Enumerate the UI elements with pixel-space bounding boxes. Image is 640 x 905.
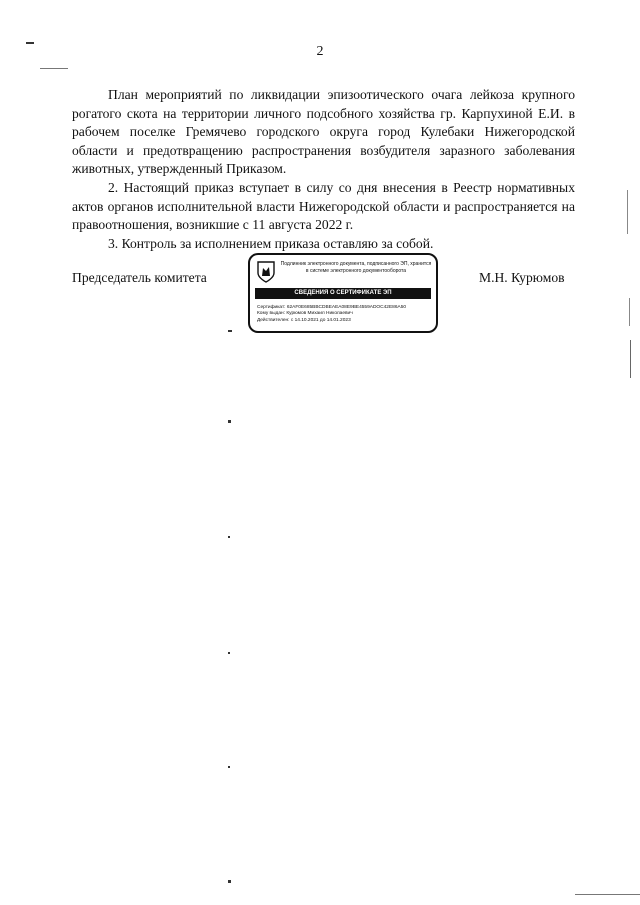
scan-bottom-line xyxy=(575,894,640,895)
page-number: 2 xyxy=(316,44,324,59)
scan-edge-line xyxy=(629,298,630,326)
stamp-owner: Кому выдан: Курюмов Михаил Николаевич xyxy=(257,311,353,317)
scan-mark xyxy=(228,766,230,768)
stamp-note: Подлинник электронного документа, подписанного ЭП, хранится в системе электронного документооборота xyxy=(280,261,432,274)
coat-of-arms-icon xyxy=(257,261,275,283)
scan-mark xyxy=(228,536,230,538)
scan-mark xyxy=(228,880,231,883)
paragraph-effective-date: 2. Настоящий приказ вступает в силу со дня внесения в Реестр нормативных актов органов исполнительной власти Нижегородской области и распространяется на правоотношения, возникшие с 11 августа 2022 г. xyxy=(72,179,575,233)
scan-mark xyxy=(228,330,232,332)
stamp-heading: СВЕДЕНИЯ О СЕРТИФИКАТЕ ЭП xyxy=(255,288,431,299)
body-text xyxy=(72,86,575,253)
stamp-certificate: Сертификат: 62AF0E685BBCDBEAEA08E9BE4559ADOC42E86A50 xyxy=(257,305,407,310)
scan-edge-line xyxy=(630,340,631,378)
electronic-signature-stamp xyxy=(248,253,438,333)
stamp-details xyxy=(257,305,435,324)
scan-edge-line xyxy=(627,190,628,234)
scan-mark xyxy=(228,420,231,423)
scan-mark xyxy=(26,42,34,44)
paragraph-control: 3. Контроль за исполнением приказа оставляю за собой. xyxy=(108,235,434,251)
scan-mark xyxy=(228,652,230,654)
stamp-validity: Действителен: с 14.10.2021 до 14.01.2023 xyxy=(257,317,351,323)
scan-mark xyxy=(40,68,68,69)
paragraph-plan: План мероприятий по ликвидации эпизоотического очага лейкоза крупного рогатого скота на территории личного подсобного хозяйства гр. Карпухиной Е.И. в рабочем поселке Гремячево городского округа город Кулебаки Нижегородской области и предотвращению распространения возбудителя заразного заболевания животных, утвержденный Приказом. xyxy=(72,87,575,177)
signature-title: Председатель комитета xyxy=(72,270,207,285)
signature-name: М.Н. Курюмов xyxy=(479,270,565,285)
